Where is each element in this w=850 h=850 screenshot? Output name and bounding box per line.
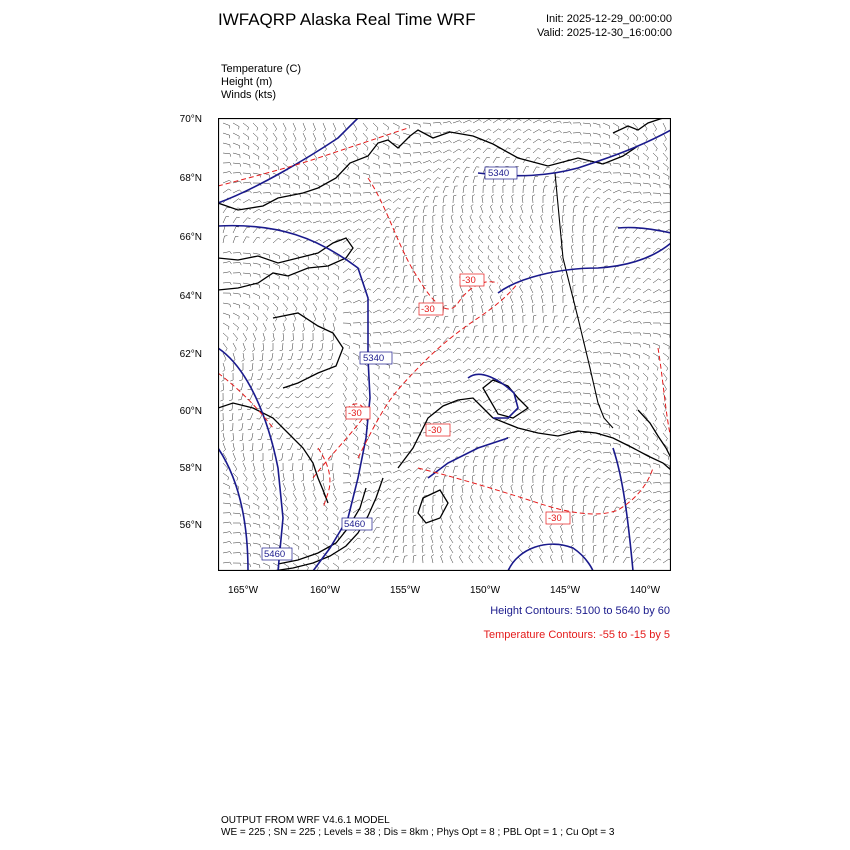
lat-label: 62°N xyxy=(179,349,202,360)
valid-time: Valid: 2025-12-30_16:00:00 xyxy=(537,27,672,39)
temperature-label: -30 xyxy=(428,425,442,436)
height-label: 5340 xyxy=(488,168,510,179)
lon-label: 140°W xyxy=(629,585,661,596)
lon-label: 145°W xyxy=(549,585,581,596)
map-title: IWFAQRP Alaska Real Time WRF xyxy=(218,10,476,29)
model-footer xyxy=(221,815,614,839)
lat-label: 68°N xyxy=(179,173,202,184)
temperature-label: -30 xyxy=(421,304,435,315)
lat-label: 58°N xyxy=(179,463,202,474)
lat-label: 64°N xyxy=(179,291,202,302)
temperature-label: -30 xyxy=(462,275,476,286)
temperature-contour-note: Temperature Contours: -55 to -15 by 5 xyxy=(483,629,670,641)
lon-label: 150°W xyxy=(469,585,501,596)
lon-label: 160°W xyxy=(309,585,341,596)
footer-config: WE = 225 ; SN = 225 ; Levels = 38 ; Dis = 8km ; Phys Opt = 8 ; PBL Opt = 1 ; Cu Opt = 3 xyxy=(221,827,615,838)
legend-winds: Winds (kts) xyxy=(221,89,276,101)
legend-temperature: Temperature (C) xyxy=(221,63,302,75)
height-label: 5460 xyxy=(264,549,286,560)
temperature-label: -30 xyxy=(548,513,562,524)
init-time: Init: 2025-12-29_00:00:00 xyxy=(546,13,672,25)
height-label: 5460 xyxy=(344,519,366,530)
field-legend xyxy=(221,63,301,102)
map-background xyxy=(218,118,671,571)
lon-label: 165°W xyxy=(227,585,259,596)
lon-label: 155°W xyxy=(389,585,421,596)
wrf-map xyxy=(218,118,671,571)
footer-model: OUTPUT FROM WRF V4.6.1 MODEL xyxy=(221,815,390,826)
height-contour-note: Height Contours: 5100 to 5640 by 60 xyxy=(490,605,670,617)
lat-label: 66°N xyxy=(179,232,202,243)
lat-label: 56°N xyxy=(179,520,202,531)
lat-label: 70°N xyxy=(179,114,202,125)
run-times xyxy=(537,12,672,40)
legend-height: Height (m) xyxy=(221,76,273,88)
temperature-label: -30 xyxy=(348,408,362,419)
lat-label: 60°N xyxy=(179,406,202,417)
height-label: 5340 xyxy=(363,353,385,364)
